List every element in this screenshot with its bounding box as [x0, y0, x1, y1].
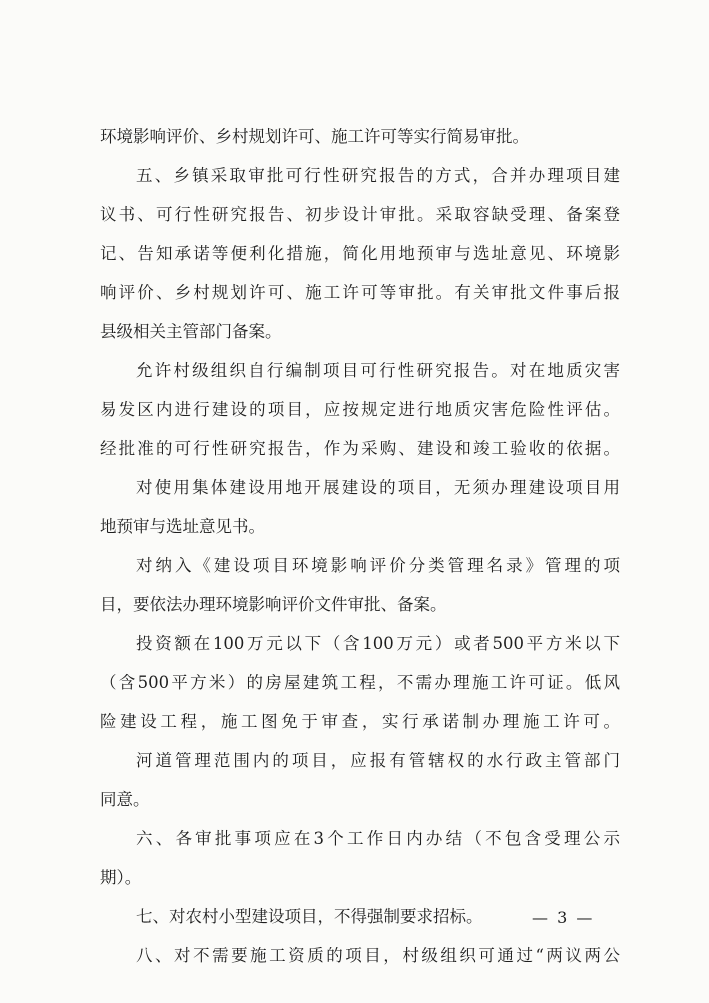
text-line: 期）。 [100, 868, 142, 887]
text-line: 允许村级组织自行编制项目可行性研究报告。对在地质灾害 [136, 361, 620, 380]
text-line: （含500平方米）的房屋建筑工程，不需办理施工许可证。低风 [100, 673, 620, 692]
text-line: 险建设工程，施工图免于审查，实行承诺制办理施工许可。 [100, 712, 620, 731]
text-line: 记、告知承诺等便利化措施，简化用地预审与选址意见、环境影 [100, 244, 620, 263]
text-line: 目，要依法办理环境影响评价文件审批、备案。 [100, 595, 447, 614]
text-line: 对使用集体建设用地开展建设的项目，无须办理建设项目用 [136, 478, 620, 497]
text-line: 经批准的可行性研究报告，作为采购、建设和竣工验收的依据。 [100, 439, 620, 458]
text-line: 五、乡镇采取审批可行性研究报告的方式，合并办理项目建 [136, 166, 620, 185]
text-line: 易发区内进行建设的项目，应按规定进行地质灾害危险性评估。 [100, 400, 620, 419]
text-line: 七、对农村小型建设项目，不得强制要求招标。 [136, 907, 483, 926]
text-line: 六、各审批事项应在3个工作日内办结（不包含受理公示 [136, 829, 620, 848]
text-line: 投资额在100万元以下（含100万元）或者500平方米以下 [136, 634, 620, 653]
text-line: 环境影响评价、乡村规划许可、施工许可等实行简易审批。 [100, 127, 529, 146]
text-line: 对纳入《建设项目环境影响评价分类管理名录》管理的项 [136, 556, 620, 575]
page-number: — 3 — [532, 908, 595, 927]
text-line: 八、对不需要施工资质的项目，村级组织可通过“两议两公 [136, 946, 620, 965]
text-line: 议书、可行性研究报告、初步设计审批。采取容缺受理、备案登 [100, 205, 620, 224]
text-line: 河道管理范围内的项目，应报有管辖权的水行政主管部门 [136, 751, 620, 770]
text-line: 同意。 [100, 790, 150, 809]
text-line: 响评价、乡村规划许可、施工许可等审批。有关审批文件事后报 [100, 283, 620, 302]
text-line: 地预审与选址意见书。 [100, 517, 265, 536]
text-line: 县级相关主管部门备案。 [100, 322, 282, 341]
